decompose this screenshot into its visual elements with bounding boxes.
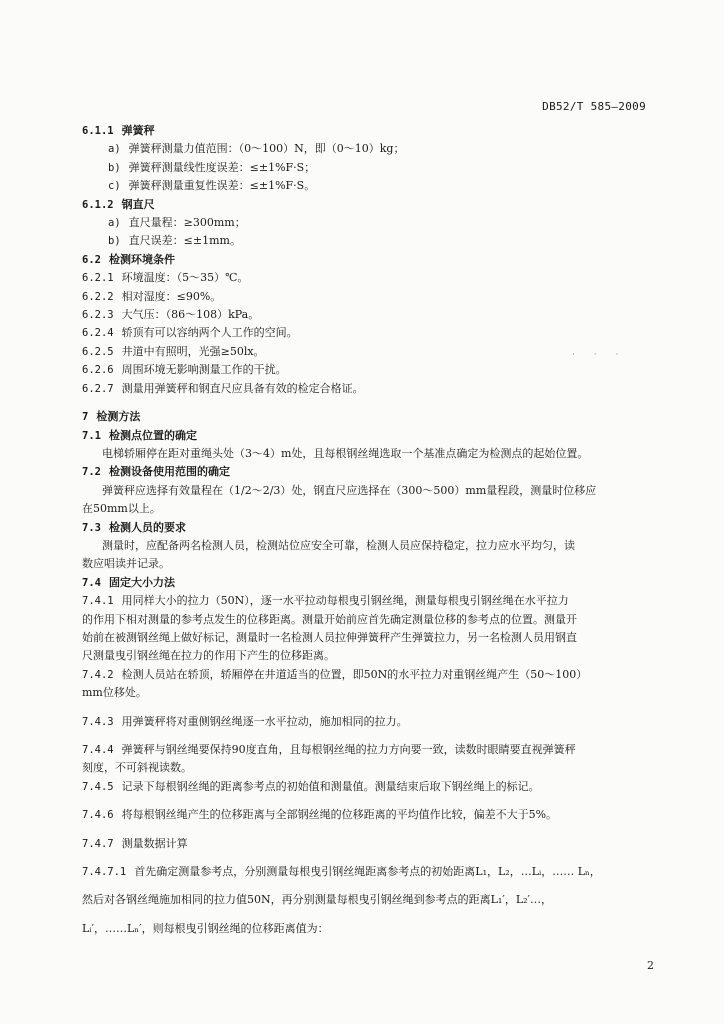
clause-number: 7.4.7 (82, 837, 114, 850)
document-line (82, 500, 654, 518)
clause-number: 7.4.2 (82, 668, 114, 681)
document-line (82, 196, 654, 214)
document-line (82, 647, 654, 665)
clause-number: 7.4.7.1 (82, 866, 127, 879)
clause-number: 7.4.5 (82, 780, 114, 793)
clause-text: 固定大小力法 (108, 575, 175, 589)
clause-number: a) (108, 217, 121, 230)
document-line (82, 891, 654, 909)
clause-text: 用同样大小的拉力（50N），逐一水平拉动每根曳引钢丝绳，测量每根曳引钢丝绳在水平拉力 (121, 594, 569, 608)
document-line (82, 159, 654, 177)
clause-number: 7.4.3 (82, 715, 114, 728)
document-line (82, 288, 654, 306)
clause-text: 始前在被测钢丝绳上做好标记，测量时一名检测人员拉伸弹簧秤产生弹簧拉力，另一名检测人员用钢直 (82, 630, 577, 644)
clause-number: 7.4.6 (82, 809, 114, 822)
clause-text: 弹簧秤 (121, 124, 155, 137)
document-body (82, 122, 654, 938)
clause-text: 数应唱读并记录。 (82, 557, 170, 571)
clause-text: 环境温度：（5～35）℃。 (121, 271, 249, 285)
document-line (82, 232, 654, 250)
clause-text: 尺测量曳引钢丝绳在拉力的作用下产生的位移距离。 (82, 649, 335, 663)
clause-text: 弹簧秤测量力值范围：（0～100）N，即（0～10）kg； (128, 142, 405, 156)
document-line (82, 537, 654, 555)
document-line (82, 555, 654, 573)
clause-number: c) (108, 180, 121, 193)
document-line (82, 324, 654, 342)
clause-text: 直尺误差：≤±1mm。 (128, 234, 241, 248)
line-gap (82, 910, 654, 920)
clause-number: 6.2.5 (82, 345, 114, 358)
clause-number: 7.1 (82, 429, 101, 442)
document-line (82, 361, 654, 379)
clause-number: 6.2.3 (82, 309, 114, 322)
document-line (82, 177, 654, 195)
clause-number: a) (108, 143, 121, 156)
document-line (82, 863, 654, 881)
document-line (82, 713, 654, 731)
clause-text: 轿顶有可以容纳两个人工作的空间。 (121, 326, 298, 340)
document-line (82, 778, 654, 796)
clause-text: 检测方法 (96, 410, 141, 424)
document-line (82, 519, 654, 537)
line-gap (82, 825, 654, 835)
document-line (82, 920, 654, 938)
document-line (82, 482, 654, 500)
clause-number: 6.1.1 (82, 125, 114, 137)
clause-text: 测量时，应配备两名检测人员，检测站位应安全可靠，检测人员应保持稳定，拉力应水平均匀，读 (102, 538, 575, 552)
document-line (82, 574, 654, 592)
clause-number: 6.2.6 (82, 364, 114, 377)
clause-text: 在50mm以上。 (82, 502, 161, 516)
clause-number: 7.4.1 (82, 595, 114, 608)
document-line (82, 140, 654, 158)
clause-text: 相对湿度：≤90%。 (121, 289, 222, 303)
document-line (82, 463, 654, 481)
clause-text: 记录下每根钢丝绳的距离参考点的初始值和测量值。测量结束后取下钢丝绳上的标记。 (121, 779, 540, 793)
decorative-dots: · · · (572, 350, 627, 360)
clause-text: 大气压：（86～108）kPa。 (121, 308, 260, 322)
clause-text: Lᵢ′，……Lₙ′，则每根曳引钢丝绳的位移距离值为： (82, 921, 329, 935)
clause-text: 用弹簧秤将对重侧钢丝绳逐一水平拉动，施加相同的拉力。 (121, 714, 408, 728)
clause-text: 钢直尺 (121, 197, 155, 211)
document-line (82, 214, 654, 232)
clause-text: 检测点位置的确定 (108, 428, 197, 442)
document-line (82, 759, 654, 777)
line-gap (82, 881, 654, 891)
line-gap (82, 731, 654, 741)
clause-number: 6.2 (82, 253, 101, 266)
clause-text: 弹簧秤与钢丝绳要保持90度直角，且每根钢丝绳的拉力方向要一致，读数时眼睛要直视弹簧秤 (121, 743, 576, 756)
document-line (82, 445, 654, 463)
clause-text: 井道中有照明，光强≥50lx。 (121, 344, 265, 358)
clause-text: 测量用弹簧秤和钢直尺应具备有效的检定合格证。 (121, 381, 364, 395)
clause-number: 6.2.4 (82, 327, 114, 340)
clause-number: 7.4 (82, 576, 101, 589)
document-line (82, 427, 654, 445)
clause-number: 6.1.2 (82, 198, 114, 211)
document-line (82, 380, 654, 398)
document-code: DB52/T 585—2009 (542, 100, 646, 113)
document-line (82, 684, 654, 702)
clause-text: 刻度，不可斜视读数。 (82, 761, 192, 775)
line-gap (82, 796, 654, 806)
document-line (82, 269, 654, 287)
clause-number: b) (108, 161, 121, 174)
clause-number: 7.2 (82, 466, 101, 479)
clause-text: 首先确定测量参考点，分别测量每根曳引钢丝绳距离参考点的初始距离L₁，L₂，…Lᵢ，…… Lₙ， (134, 865, 601, 879)
clause-number: 6.2.1 (82, 272, 114, 285)
document-line (82, 741, 654, 759)
clause-text: 测量数据计算 (121, 836, 188, 850)
clause-text: 将每根钢丝绳产生的位移距离与全部钢丝绳的位移距离的平均值作比较，偏差不大于5%。 (121, 808, 558, 822)
clause-text: 弹簧秤测量线性度误差：≤±1%F·S； (128, 160, 316, 174)
document-line (82, 592, 654, 610)
clause-text: 检测人员的要求 (108, 520, 186, 534)
document-line (82, 806, 654, 824)
clause-text: 弹簧秤应选择有效量程在（1/2～2/3）处，钢直尺应选择在（300～500）mm量程段，测量时位移应 (102, 483, 597, 497)
document-line (82, 251, 654, 269)
clause-text: 然后对各钢丝绳施加相同的拉力值50N，再分别测量每根曳引钢丝绳到参考点的距离L₁′，L₂′…， (82, 893, 553, 907)
clause-number: 6.2.2 (82, 290, 114, 303)
clause-text: 检测设备使用范围的确定 (108, 465, 230, 479)
clause-number: 7 (82, 411, 89, 424)
clause-text: 检测人员站在轿顶，轿厢停在井道适当的位置，即50N的水平拉力对重钢丝绳产生（50～100） (121, 667, 588, 681)
clause-text: 电梯轿厢停在距对重绳头处（3～4）m处，且每根钢丝绳选取一个基准点确定为检测点的起始位置。 (102, 446, 589, 460)
document-line (82, 835, 654, 853)
page-number: 2 (647, 959, 654, 972)
document-line (82, 343, 654, 361)
document-line (82, 666, 654, 684)
document-line (82, 611, 654, 629)
clause-number: 7.3 (82, 521, 101, 534)
clause-number: 7.4.4 (82, 744, 114, 756)
clause-text: 的作用下相对测量的参考点发生的位移距离。测量开始前应首先确定测量位移的参考点的位置。测量开 (82, 612, 577, 626)
line-gap (82, 398, 654, 408)
document-line (82, 408, 654, 426)
clause-text: 弹簧秤测量重复性误差：≤±1%F·S。 (128, 179, 316, 193)
clause-text: 直尺量程：≥300mm； (128, 216, 246, 230)
document-line (82, 629, 654, 647)
clause-text: mm位移处。 (82, 686, 147, 700)
line-gap (82, 853, 654, 863)
clause-text: 周围环境无影响测量工作的干扰。 (121, 363, 287, 377)
clause-number: 6.2.7 (82, 382, 114, 395)
document-line (82, 122, 654, 140)
document-line (82, 306, 654, 324)
line-gap (82, 703, 654, 713)
clause-text: 检测环境条件 (108, 252, 175, 266)
clause-number: b) (108, 235, 121, 248)
